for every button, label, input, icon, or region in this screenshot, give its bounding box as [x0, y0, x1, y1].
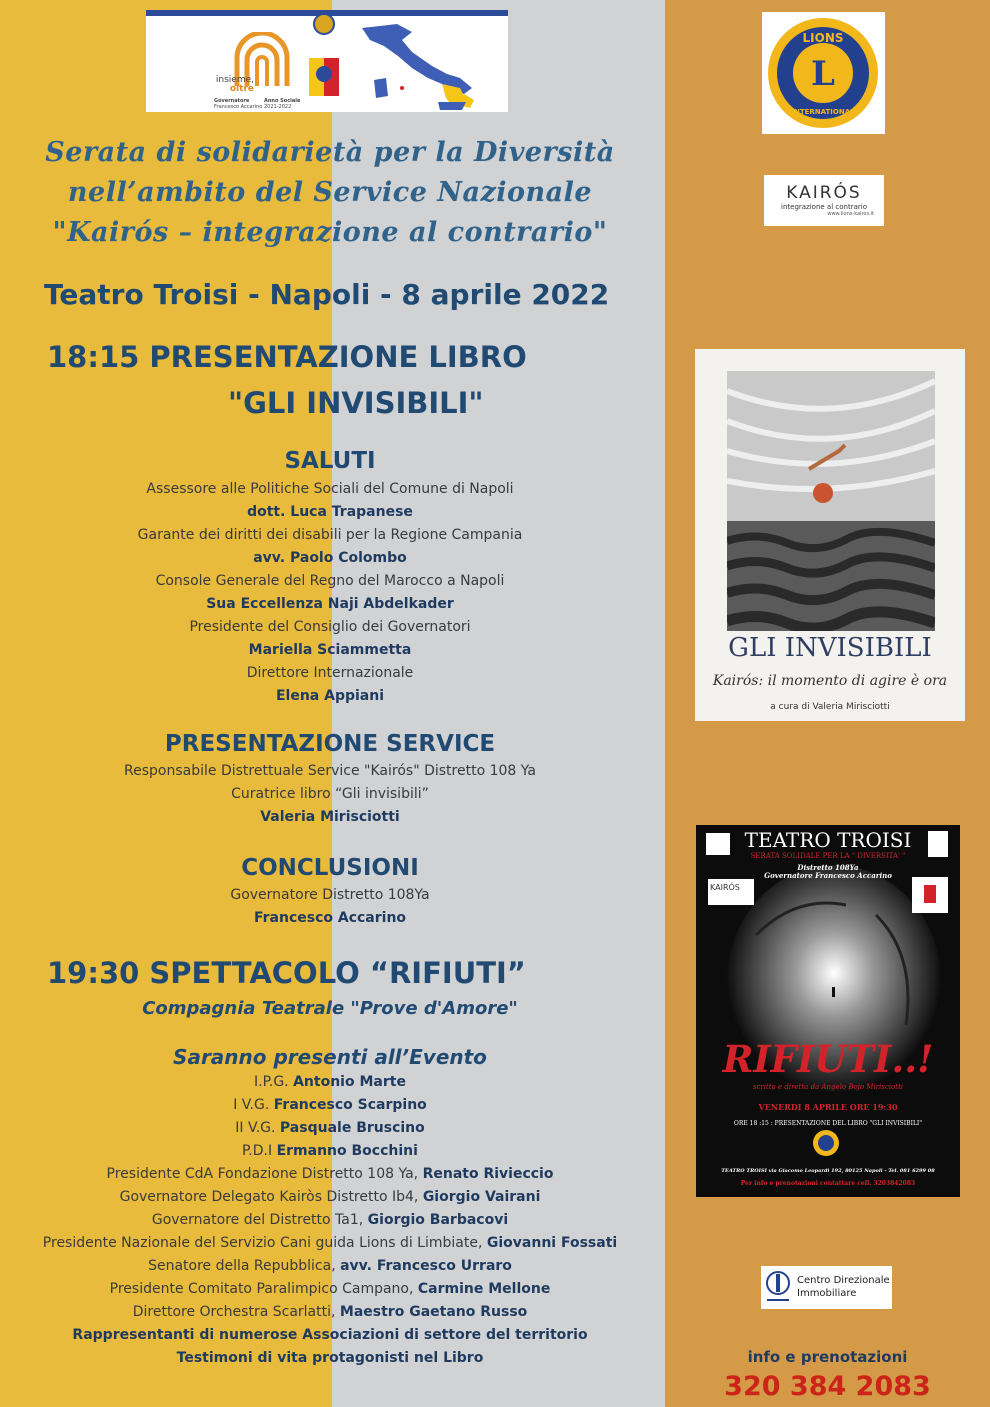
saluti-line: Console Generale del Regno del Marocco a Napoli — [155, 573, 505, 589]
centro-direzionale-logo — [761, 1266, 892, 1309]
presenti-role: Direttore Orchestra Scarlatti, — [132, 1304, 340, 1320]
poster-kairos: KAIRÓS — [710, 883, 740, 892]
show-title: 19:30 SPETTACOLO “RIFIUTI” — [47, 956, 526, 990]
presenti-name: Giorgio Barbacovi — [367, 1212, 509, 1228]
presenti-line — [0, 1163, 660, 1186]
presentazione-section — [0, 731, 660, 829]
header-line-1: Serata di solidarietà per la Diversità — [45, 137, 615, 168]
poster-subtitle: SERATA SOLIDALE PER LA " DIVERSITA' " — [750, 852, 906, 860]
poster-address: TEATRO TROISI via Giacomo Leopardi 192, 80125 Napoli - Tel. 081 6299 08 — [721, 1168, 935, 1174]
conclusioni-line: Governatore Distretto 108Ya — [230, 887, 430, 903]
logo-line2: oltre — [229, 84, 254, 94]
poster-book-line: ORE 18 :15 : PRESENTAZIONE DEL LIBRO "GLI INVISIBILI" — [733, 1120, 923, 1127]
header-line-2: nell’ambito del Service Nazionale — [67, 177, 593, 208]
saluti-line: dott. Luca Trapanese — [247, 504, 413, 520]
theatre-poster — [696, 825, 960, 1197]
presenti-name: Carmine Mellone — [417, 1281, 551, 1297]
presenti-name: Giovanni Fossati — [486, 1235, 618, 1251]
book-event-subtitle: "GLI INVISIBILI" — [228, 386, 484, 420]
book-curator: a cura di Valeria Mirisciotti — [770, 702, 890, 712]
conclusioni-line: Francesco Accarino — [253, 910, 407, 926]
poster-author: scritta e diretta da Angelo Bojo Mirisciotti — [752, 1083, 904, 1091]
district-shield-icon — [304, 12, 344, 102]
saluti-line: Assessore alle Politiche Sociali del Comune di Napoli — [146, 481, 514, 497]
presentazione-line: Responsabile Distrettuale Service "Kairós" Distretto 108 Ya — [124, 763, 536, 779]
presenti-line — [0, 1232, 660, 1255]
cdi-emblem-icon — [765, 1269, 791, 1306]
presenti-name: avv. Francesco Urraro — [340, 1258, 512, 1274]
book-title: GLI INVISIBILI — [728, 633, 932, 663]
cdi-text — [797, 1274, 890, 1300]
kairos-url: www.lions-kairos.it — [827, 211, 874, 217]
presenti-line — [0, 1324, 660, 1347]
show-company — [0, 998, 660, 1019]
presenti-line — [0, 1117, 660, 1140]
book-cover — [695, 349, 965, 721]
presenti-role: Governatore Delegato Kairòs Distretto Ib4, — [119, 1189, 423, 1205]
lions-top-text: LIONS — [802, 31, 844, 45]
presenti-line — [0, 1278, 660, 1301]
poster-booking: Per info e prenotazioni contattare cell. 3203842083 — [740, 1180, 916, 1187]
anno-label: Anno Sociale — [264, 98, 301, 104]
top-banner — [146, 10, 508, 112]
presenti-section — [0, 1045, 660, 1370]
kairos-logo — [764, 175, 884, 226]
saluti-line: Garante dei diritti dei disabili per la Regione Campania — [137, 527, 523, 543]
saluti-section — [0, 448, 660, 708]
presenti-line — [0, 1301, 660, 1324]
poster-governor: Governatore Francesco Accarino — [764, 871, 892, 880]
lions-letter: L — [811, 54, 835, 94]
presenti-role: Governatore del Distretto Ta1, — [151, 1212, 368, 1228]
logo-line1: insieme, — [215, 75, 254, 85]
anno-caption — [264, 98, 300, 110]
presenti-title: Saranno presenti all’Evento — [173, 1045, 487, 1069]
lions-emblem-icon — [762, 12, 885, 134]
presenti-line — [0, 1071, 660, 1094]
anno-value: 2021-2022 — [264, 104, 292, 110]
presentazione-title: PRESENTAZIONE SERVICE — [164, 731, 496, 757]
saluti-line: avv. Paolo Colombo — [253, 550, 407, 566]
cdi-line2: Immobiliare — [797, 1288, 857, 1299]
saluti-line: Elena Appiani — [275, 688, 385, 704]
presenti-name: Maestro Gaetano Russo — [339, 1304, 528, 1320]
venue-date: Teatro Troisi - Napoli - 8 aprile 2022 — [44, 278, 610, 311]
header-line-3: "Kairós – integrazione al contrario" — [52, 217, 608, 248]
presenti-role: I.P.G. — [254, 1074, 294, 1090]
poster-theatre: TEATRO TROISI — [744, 828, 912, 852]
poster-date: VENERDI 8 APRILE ORE 19:30 — [758, 1102, 898, 1112]
presenti-role: Presidente Nazionale del Servizio Cani guida Lions di Limbiate, — [42, 1235, 487, 1251]
presenti-name: Antonio Marte — [293, 1074, 406, 1090]
presenti-role: Senatore della Repubblica, — [148, 1258, 341, 1274]
show-company-text: Compagnia Teatrale "Prove d'Amore" — [142, 998, 518, 1019]
presenti-role: Presidente Comitato Paralimpico Campano, — [109, 1281, 418, 1297]
presentazione-line: Valeria Mirisciotti — [260, 809, 400, 825]
italy-map-icon — [342, 18, 502, 110]
book-event-title: 18:15 PRESENTAZIONE LIBRO — [47, 340, 527, 374]
info-label: info e prenotazioni — [747, 1348, 908, 1366]
presenti-name: Ermanno Bocchini — [276, 1143, 418, 1159]
saluti-line: Direttore Internazionale — [246, 665, 414, 681]
saluti-line: Mariella Sciammetta — [248, 642, 412, 658]
book-cover-illustration — [727, 371, 935, 631]
conclusioni-title: CONCLUSIONI — [241, 855, 419, 881]
presenti-role: P.D.I — [242, 1143, 277, 1159]
governatore-label: Governatore — [214, 98, 250, 104]
presenti-role: I V.G. — [233, 1097, 274, 1113]
saluti-line: Sua Eccellenza Naji Abdelkader — [206, 596, 454, 612]
presenti-line — [0, 1140, 660, 1163]
presenti-line — [0, 1094, 660, 1117]
presentazione-line: Curatrice libro “Gli invisibili” — [231, 786, 429, 802]
presenti-name: Renato Rivieccio — [422, 1166, 554, 1182]
lions-bottom-text: INTERNATIONAL — [791, 108, 855, 116]
saluti-line: Presidente del Consiglio dei Governatori — [189, 619, 471, 635]
presenti-name: Francesco Scarpino — [273, 1097, 427, 1113]
presenti-name: Testimoni di vita protagonisti nel Libro — [176, 1350, 484, 1366]
governatore-name: Francesco Accarino — [214, 104, 263, 110]
book-subtitle: Kairós: il momento di agire è ora — [712, 673, 948, 689]
presenti-name: Rappresentanti di numerose Associazioni di settore del territorio — [72, 1327, 588, 1343]
governatore-caption — [214, 98, 262, 110]
lions-international-logo — [762, 12, 885, 134]
phone-number[interactable]: 320 384 2083 — [724, 1371, 931, 1402]
saluti-title: SALUTI — [284, 448, 376, 474]
poster-artwork — [696, 825, 960, 1197]
presenti-name: Giorgio Vairani — [422, 1189, 541, 1205]
presenti-role: Presidente CdA Fondazione Distretto 108 Ya, — [106, 1166, 423, 1182]
presenti-line — [0, 1255, 660, 1278]
poster-show-title: RIFIUTI..! — [722, 1037, 934, 1081]
presenti-line — [0, 1186, 660, 1209]
logo-caption — [214, 76, 254, 94]
presenti-line — [0, 1347, 660, 1370]
presenti-line — [0, 1209, 660, 1232]
cdi-line1: Centro Direzionale — [797, 1275, 890, 1286]
presenti-role: II V.G. — [235, 1120, 280, 1136]
presenti-name: Pasquale Bruscino — [279, 1120, 425, 1136]
kairos-name: KAIRÓS — [786, 183, 862, 203]
conclusioni-section — [0, 855, 660, 930]
kairos-tagline: integrazione al contrario — [781, 203, 867, 211]
poster-district: Distretto 108Ya — [797, 863, 859, 872]
